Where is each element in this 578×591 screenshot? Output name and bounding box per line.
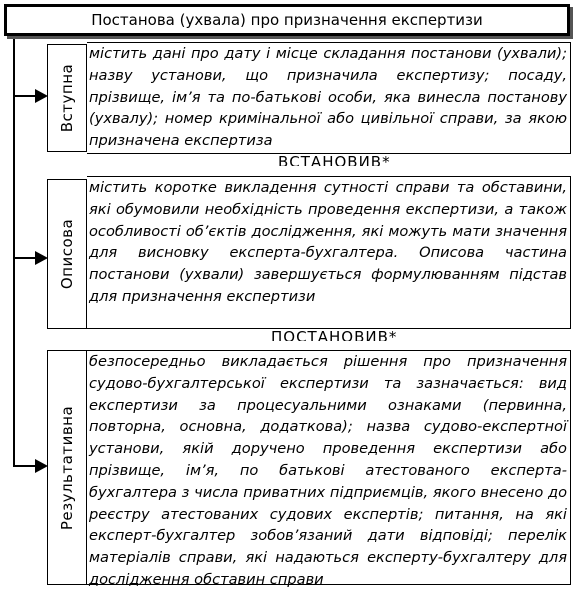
arrow-section-1: [14, 95, 36, 97]
section-3-label: Результативна: [58, 405, 76, 530]
section-2-label: Описова: [58, 218, 77, 290]
arrow-section-2: [14, 257, 36, 259]
section-1-text: містить дані про дату і місце складання постанови (ухвали); назву установи, що призначила експертизу; посаду, прізвище, ім’я та по-батькові особи, яка винесла постанову (ухвалу); номер кримінальної або цивільної справи, за якою призначена експертиза: [89, 45, 567, 150]
section-2-label-box: [47, 179, 87, 329]
section-3-text-box: [87, 350, 571, 588]
section-1-text-box: [87, 42, 571, 154]
section-3-text: безпосередньо викладається рішення про призначення судово-бухгалтерської експертизи та зазначається: вид експертизи за процесуальними ознаками (первинна, повторна, основна, додаткова); назва судово-експертної установи, якій доручено проведення експертизи або прізвище, ім’я, по батькові атестованого експерта-бухгалтера з числа приватних підприємців, якого внесено до реєстру атестованих судових експертів; питання, на які експерт-бухгалтер зобов’язаний дати відповіді; перелік матеріалів справи, які надаються експерту-бухгалтеру для дослідження обставин справи: [89, 353, 567, 588]
diagram-title-text: Постанова (ухвала) про призначення експертизи: [91, 11, 483, 29]
connector-spine: [13, 39, 15, 467]
section-1-label: Вступна: [58, 63, 76, 133]
section-2-text-box: [87, 176, 571, 329]
arrow-section-3: [14, 465, 36, 467]
section-1-label-box: [47, 44, 87, 152]
section-3-label-box: [47, 350, 87, 585]
section-2-text: містить коротке викладення сутності справи та обставини, які обумовили необхідність проведення експертизи, а також особливості об’єктів дослідження, які можуть мати значення для висновку експерта-бухгалтера. Описова частина постанови (ухвали) завершується формулюванням підстав для призначення експертизи: [89, 179, 567, 305]
ghost-label-1: ВСТАНОВИВ*: [278, 154, 391, 166]
ghost-label-2: ПОСТАНОВИВ*: [271, 329, 398, 341]
diagram-title: [4, 4, 570, 36]
